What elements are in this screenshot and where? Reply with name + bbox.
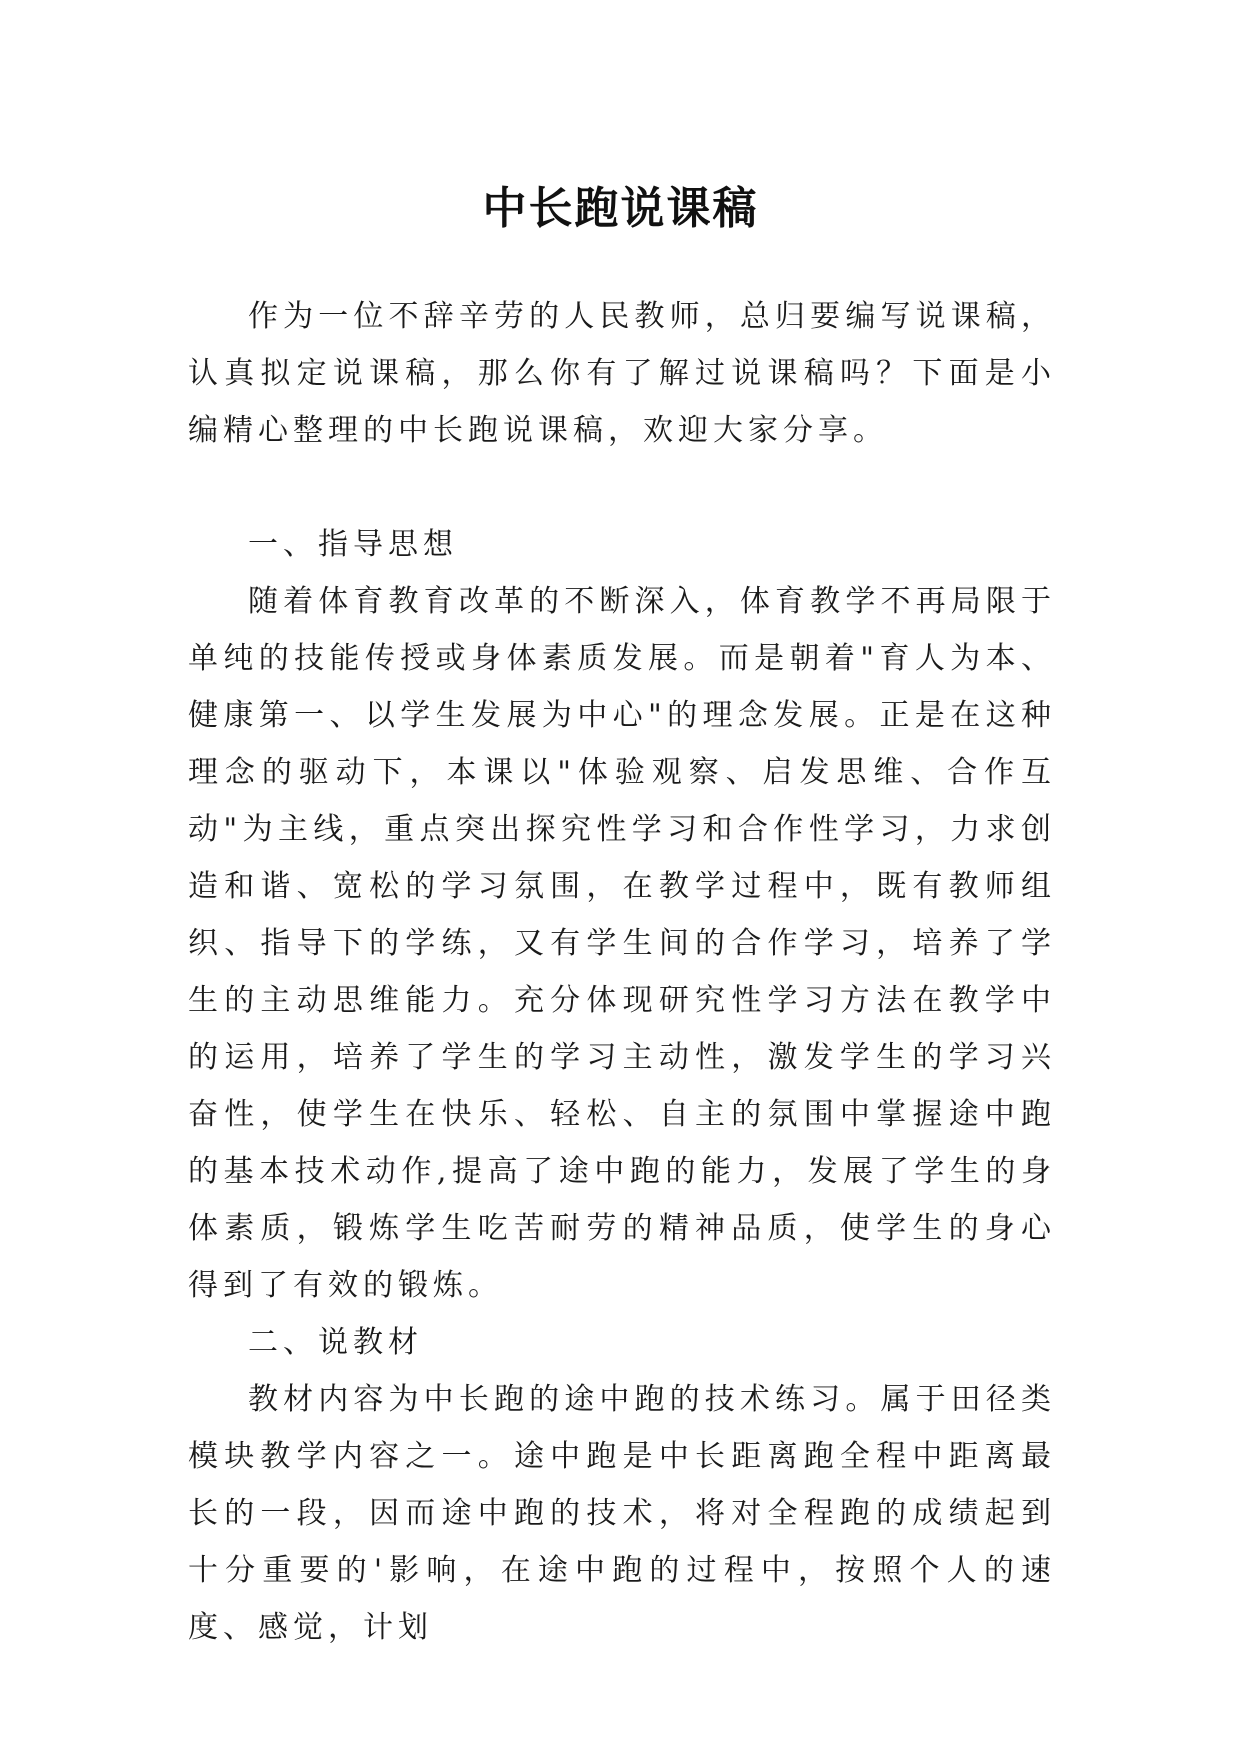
section-heading-teaching-material: 二、说教材 (248, 1325, 423, 1360)
section-paragraph-teaching-material: 教材内容为中长跑的途中跑的技术练习。属于田径类模块教学内容之一。途中跑是中长距离跑全程中距离最长的一段，因而途中跑的技术，将对全程跑的成绩起到十分重要的'影响，在途中跑的过程中，按照个人的速度、感觉，计划 (188, 1382, 1056, 1645)
section-heading-guiding-thought: 一、指导思想 (248, 527, 458, 562)
document-body (188, 288, 1056, 1656)
document-title: 中长跑说课稿 (482, 183, 759, 235)
section-paragraph-guiding-thought: 随着体育教育改革的不断深入，体育教学不再局限于单纯的技能传授或身体素质发展。而是朝着"育人为本、健康第一、以学生发展为中心"的理念发展。正是在这种理念的驱动下，本课以"体验观察、启发思维、合作互动"为主线，重点突出探究性学习和合作性学习，力求创造和谐、宽松的学习氛围，在教学过程中，既有教师组织、指导下的学练，又有学生间的合作学习，培养了学生的主动思维能力。充分体现研究性学习方法在教学中的运用，培养了学生的学习主动性，激发学生的学习兴奋性，使学生在快乐、轻松、自主的氛围中掌握途中跑的基本技术动作,提高了途中跑的能力，发展了学生的身体素质，锻炼学生吃苦耐劳的精神品质，使学生的身心得到了有效的锻炼。 (188, 584, 1056, 1303)
intro-paragraph: 作为一位不辞辛劳的人民教师，总归要编写说课稿，认真拟定说课稿，那么你有了解过说课稿吗？下面是小编精心整理的中长跑说课稿，欢迎大家分享。 (188, 299, 1056, 448)
